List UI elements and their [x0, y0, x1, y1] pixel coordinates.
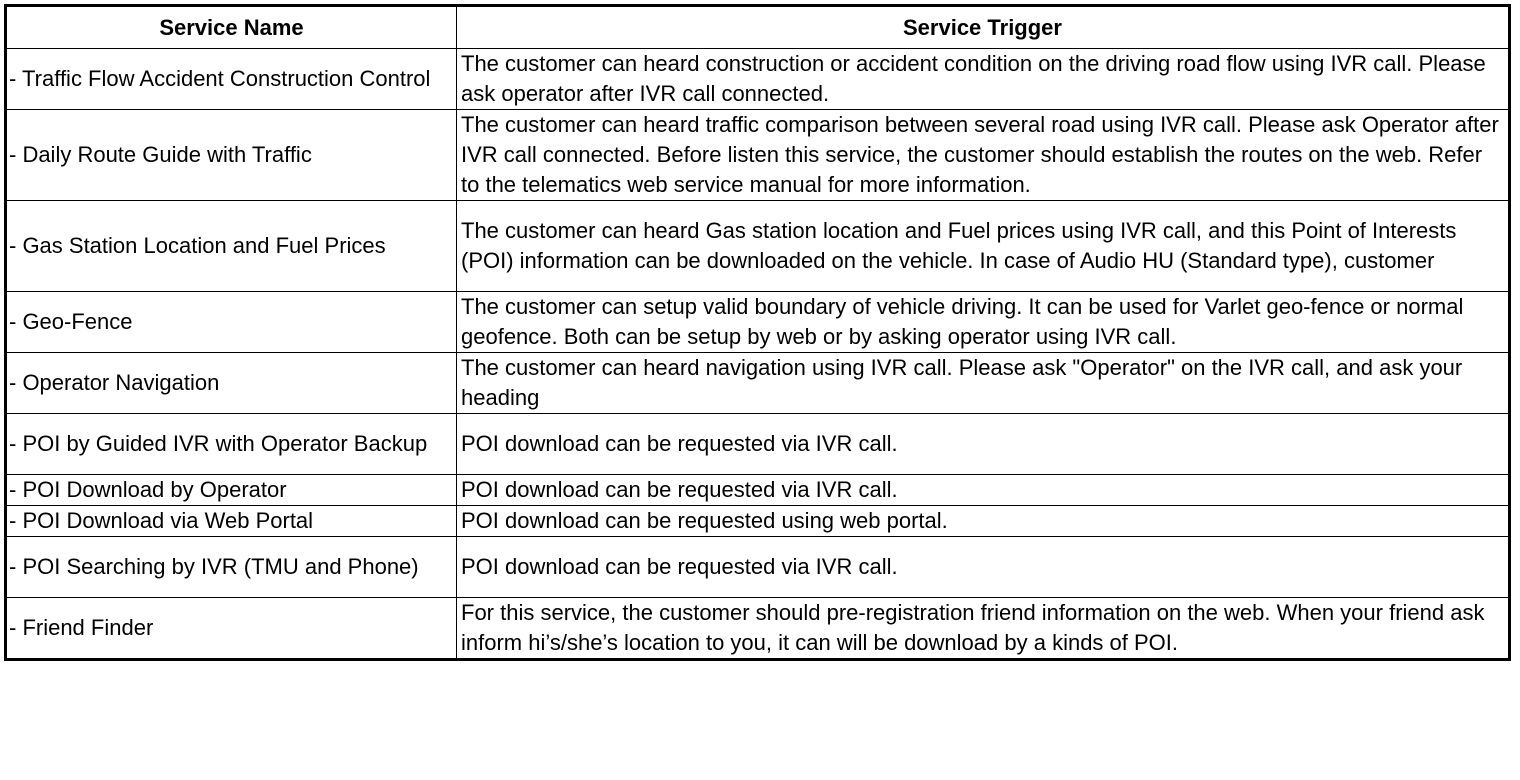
service-name-cell: - Friend Finder: [6, 598, 457, 660]
service-trigger-cell: POI download can be requested via IVR call.: [457, 475, 1510, 506]
service-name-cell: - Operator Navigation: [6, 353, 457, 414]
table-row: [6, 414, 1510, 475]
service-name-cell: - Gas Station Location and Fuel Prices: [6, 201, 457, 292]
service-trigger-cell: The customer can heard traffic comparison between several road using IVR call. Please ask Operator after IVR call connected. Before listen this service, the customer should establish the routes on the web. Refer to the telematics web service manual for more information.: [457, 110, 1510, 201]
service-name-cell: - POI Download via Web Portal: [6, 506, 457, 537]
service-name-cell: - POI Searching by IVR (TMU and Phone): [6, 537, 457, 598]
service-trigger-cell: The customer can heard Gas station location and Fuel prices using IVR call, and this Point of Interests (POI) information can be downloaded on the vehicle. In case of Audio HU (Standard type), customer: [457, 201, 1510, 292]
service-name-cell: - Geo-Fence: [6, 292, 457, 353]
service-trigger-cell: For this service, the customer should pre-registration friend information on the web. When your friend ask inform hi’s/she’s location to you, it can will be download by a kinds of POI.: [457, 598, 1510, 660]
table-row: [6, 292, 1510, 353]
table-row: [6, 353, 1510, 414]
service-trigger-cell: POI download can be requested via IVR call.: [457, 537, 1510, 598]
table-row: [6, 598, 1510, 660]
service-trigger-cell: The customer can heard construction or accident condition on the driving road flow using IVR call. Please ask operator after IVR call connected.: [457, 49, 1510, 110]
table-row: [6, 201, 1510, 292]
table-row: [6, 537, 1510, 598]
service-name-cell: - POI Download by Operator: [6, 475, 457, 506]
header-service-trigger: Service Trigger: [457, 6, 1510, 49]
table-row: [6, 506, 1510, 537]
header-service-name: Service Name: [6, 6, 457, 49]
document-page: [4, 4, 1508, 772]
service-trigger-cell: The customer can heard navigation using IVR call. Please ask "Operator" on the IVR call, and ask your heading: [457, 353, 1510, 414]
table-row: [6, 110, 1510, 201]
service-name-cell: - Traffic Flow Accident Construction Control: [6, 49, 457, 110]
service-table: [4, 4, 1511, 661]
service-name-cell: - POI by Guided IVR with Operator Backup: [6, 414, 457, 475]
table-header-row: [6, 6, 1510, 49]
service-name-cell: - Daily Route Guide with Traffic: [6, 110, 457, 201]
table-row: [6, 49, 1510, 110]
service-trigger-cell: POI download can be requested using web portal.: [457, 506, 1510, 537]
service-trigger-cell: The customer can setup valid boundary of vehicle driving. It can be used for Varlet geo-fence or normal geofence. Both can be setup by web or by asking operator using IVR call.: [457, 292, 1510, 353]
service-trigger-cell: POI download can be requested via IVR call.: [457, 414, 1510, 475]
table-row: [6, 475, 1510, 506]
